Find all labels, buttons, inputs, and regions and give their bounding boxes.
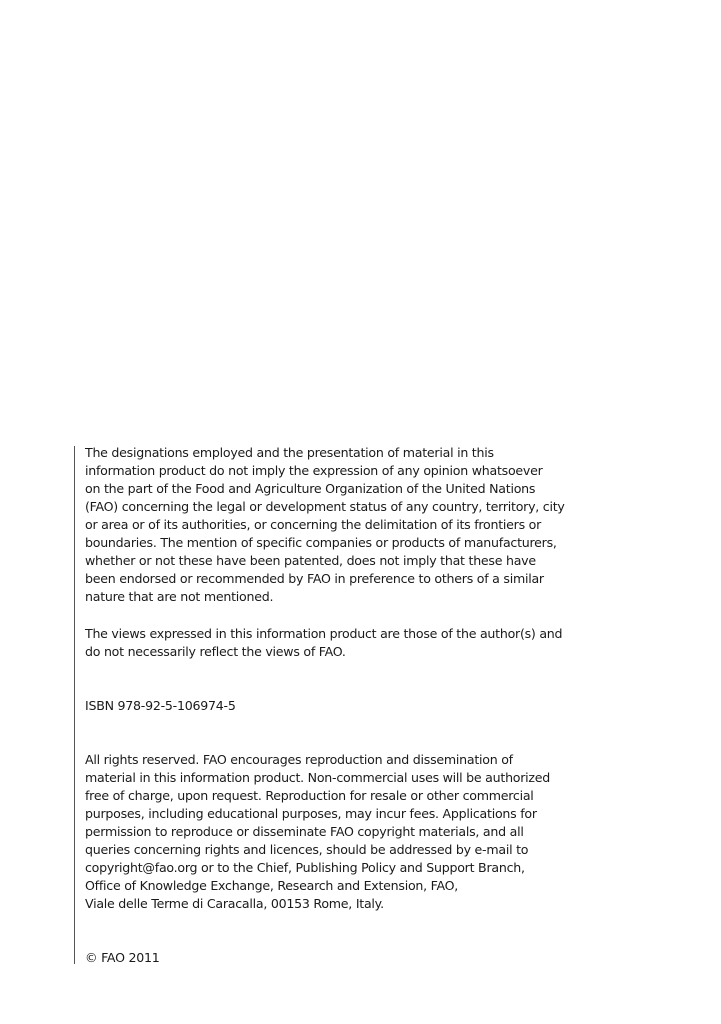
rights-line: queries concerning rights and licences, should be addressed by e-mail to <box>85 842 529 857</box>
rights-line: free of charge, upon request. Reproduction for resale or other commercial <box>85 788 534 803</box>
disclaimer-line: whether or not these have been patented, does not imply that these have <box>85 553 536 568</box>
rights-line: material in this information product. Non-commercial uses will be authorized <box>85 770 551 785</box>
views-paragraph <box>85 625 585 661</box>
disclaimer-line: or area or of its authorities, or concerning the delimitation of its frontiers or <box>85 517 542 532</box>
isbn-text <box>85 697 585 715</box>
views-line: do not necessarily reflect the views of FAO. <box>85 644 346 659</box>
copyright-line: © FAO 2011 <box>85 950 160 965</box>
rights-line: permission to reproduce or disseminate FAO copyright materials, and all <box>85 824 524 839</box>
left-margin-rule <box>74 446 75 964</box>
disclaimer-line: nature that are not mentioned. <box>85 589 274 604</box>
disclaimer-paragraph <box>85 444 585 606</box>
disclaimer-line: been endorsed or recommended by FAO in preference to others of a similar <box>85 571 544 586</box>
rights-line: Office of Knowledge Exchange, Research and Extension, FAO, <box>85 878 459 893</box>
rights-line: All rights reserved. FAO encourages reproduction and dissemination of <box>85 752 513 767</box>
rights-line: purposes, including educational purposes, may incur fees. Applications for <box>85 806 537 821</box>
rights-line: Viale delle Terme di Caracalla, 00153 Rome, Italy. <box>85 896 384 911</box>
disclaimer-line: information product do not imply the expression of any opinion whatsoever <box>85 463 543 478</box>
disclaimer-line: (FAO) concerning the legal or development status of any country, territory, city <box>85 499 565 514</box>
disclaimer-line: The designations employed and the presentation of material in this <box>85 445 494 460</box>
rights-paragraph <box>85 751 585 913</box>
disclaimer-line: on the part of the Food and Agriculture Organization of the United Nations <box>85 481 536 496</box>
disclaimer-line: boundaries. The mention of specific companies or products of manufacturers, <box>85 535 557 550</box>
views-line: The views expressed in this information product are those of the author(s) and <box>85 626 563 641</box>
copyright-notice <box>85 949 585 967</box>
rights-line: copyright@fao.org or to the Chief, Publishing Policy and Support Branch, <box>85 860 525 875</box>
isbn-line: ISBN 978-92-5-106974-5 <box>85 698 236 713</box>
